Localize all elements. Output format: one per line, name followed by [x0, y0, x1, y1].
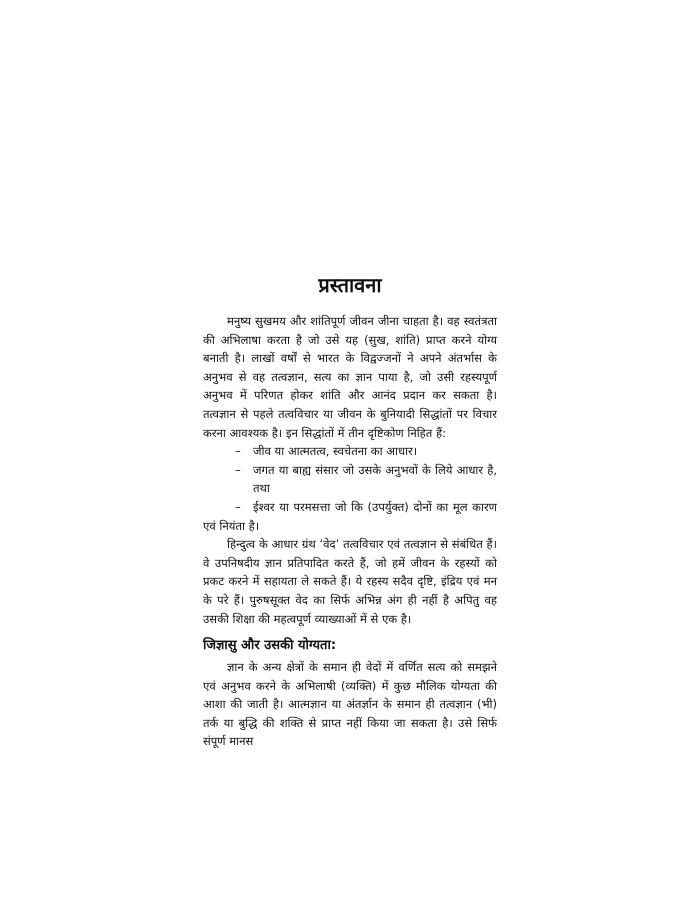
list-item [203, 461, 497, 498]
intro-paragraph: मनुष्य सुखमय और शांतिपूर्ण जीवन जीना चाहता है। वह स्वतंत्रता की अभिलाषा करता है जो उसे यह (सुख, शांति) प्राप्त करने योग्य बनाती है। लाखों वर्षों से भारत के विद्वज्जनों ने अपने अंतर्भास के अनुभव से वह तत्वज्ञान, सत्य का ज्ञान पाया है, जो उसी रहस्यपूर्ण अनुभव में परिणत होकर शांति और आनंद प्रदान कर सकता है। तत्वज्ञान से पहले तत्वविचार या जीवन के बुनियादी सिद्धांतों पर विचार करना आवश्यक है। इन सिद्धांतों में तीन दृष्टिकोण निहित हैं: [203, 314, 497, 440]
list-item-text: जीव या आत्मतत्व, स्वचेतना का आधार। [253, 444, 418, 459]
list-item-text: जगत या बाह्य संसार जो उसके अनुभवों के लिये आधार है, तथा [253, 462, 497, 496]
list-item-text: ईश्वर या परमसत्ता जो कि (उपर्युक्त) दोनों का मूल कारण एवं नियंता है। [203, 499, 497, 533]
page-title: प्रस्तावना [318, 273, 382, 297]
viewpoints-list [203, 442, 497, 535]
section-heading: जिज्ञासु और उसकी योग्यता: [203, 638, 337, 654]
list-item [203, 498, 497, 535]
list-dash: – [235, 499, 241, 514]
list-item [203, 442, 497, 461]
list-dash: – [235, 444, 241, 459]
section-paragraph: ज्ञान के अन्य क्षेत्रों के समान ही वेदों में वर्णित सत्य को समझने एवं अनुभव करने के अभिलाषी (व्यक्ति) में कुछ मौलिक योग्यता की आशा की जाती है। आत्मज्ञान या अंतर्ज्ञान के समान ही तत्वज्ञान (भी) तर्क या बुद्धि की शक्ति से प्राप्त नहीं किया जा सकता है। उसे सिर्फ संपूर्ण मानस [203, 660, 497, 749]
veda-paragraph: हिन्दुत्व के आधार ग्रंथ ‘वेद’ तत्वविचार एवं तत्वज्ञान से संबंधित हैं। वे उपनिषदीय ज्ञान प्रतिपादित करते हैं, जो हमें जीवन के रहस्यों को प्रकट करने में सहायता ले सकते हैं। ये रहस्य सदैव दृष्टि, इंद्रिय एवं मन के परे हैं। पुरुषसूक्त वेद का सिर्फ अभिन्न अंग ही नहीं है अपितु वह उसकी शिक्षा की महत्वपूर्ण व्याख्याओं में से एक है। [203, 537, 497, 626]
text-column [203, 270, 497, 751]
list-dash: – [235, 462, 241, 477]
